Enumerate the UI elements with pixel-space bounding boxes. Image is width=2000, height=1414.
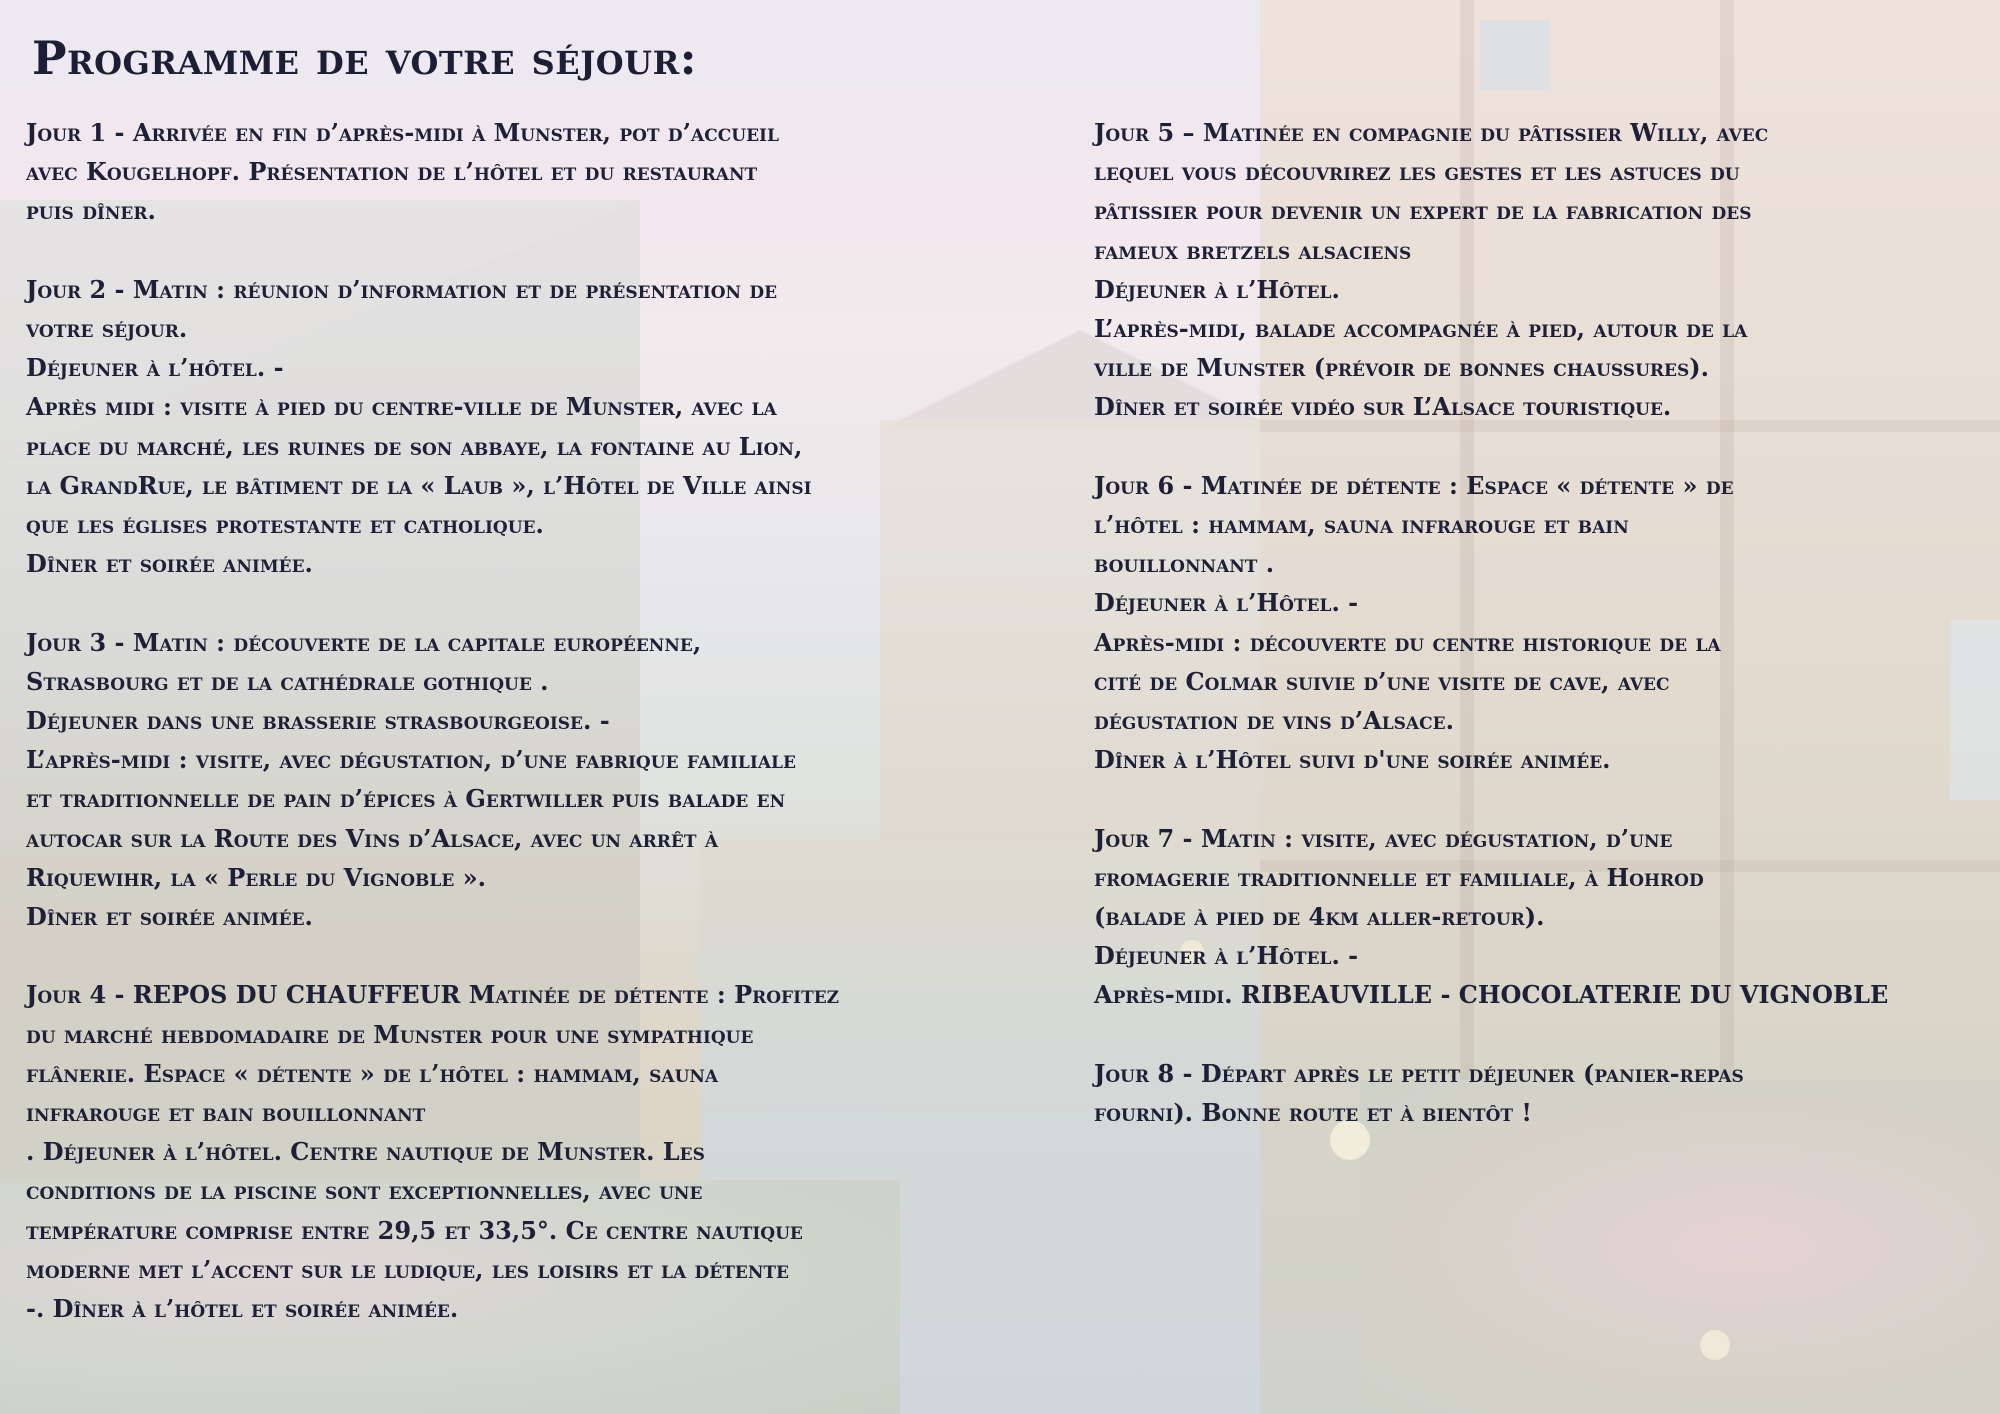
day-4-line-9: -. Dîner à l’hôtel et soirée animée. xyxy=(26,1294,459,1324)
day-1 xyxy=(26,113,1016,231)
day-7-line-4: Déjeuner à l’Hôtel. - xyxy=(1094,941,1359,971)
day-4-line-2: du marché hebdomadaire de Munster pour une sympathique xyxy=(26,1019,754,1049)
day-4-line-4: infrarouge et bain bouillonnant xyxy=(26,1098,426,1128)
day-5-line-6: L’après-midi, balade accompagnée à pied, autour de la xyxy=(1094,314,1748,344)
day-7-line-5: Après-midi. RIBEAUVILLE - CHOCOLATERIE DU VIGNOBLE xyxy=(1094,980,1889,1010)
day-3-line-2: Strasbourg et de la cathédrale gothique . xyxy=(26,666,549,696)
day-8 xyxy=(1094,1054,1974,1132)
day-2-line-6: la GrandRue, le bâtiment de la « Laub », l’Hôtel de Ville ainsi xyxy=(26,470,812,500)
day-4-line-6: conditions de la piscine sont exceptionnelles, avec une xyxy=(26,1176,703,1206)
day-8-line-2: fourni). Bonne route et à bientôt ! xyxy=(1094,1098,1532,1128)
day-2-line-3: Déjeuner à l’hôtel. - xyxy=(26,353,284,383)
day-3-line-1: Jour 3 - Matin : découverte de la capitale européenne, xyxy=(26,627,702,657)
day-2-line-4: Après midi : visite à pied du centre-ville de Munster, avec la xyxy=(26,392,777,422)
day-3-line-5: et traditionnelle de pain d’épices à Gertwiller puis balade en xyxy=(26,784,786,814)
day-3-line-4: L’après-midi : visite, avec dégustation, d’une fabrique familiale xyxy=(26,745,796,775)
day-5-line-7: ville de Munster (prévoir de bonnes chaussures). xyxy=(1094,353,1709,383)
day-2 xyxy=(26,270,1016,584)
page-title: Programme de votre séjour: xyxy=(32,31,698,85)
day-2-line-2: votre séjour. xyxy=(26,314,188,343)
day-5-line-5: Déjeuner à l’Hôtel. xyxy=(1094,274,1340,304)
day-1-line-2: avec Kougelhopf. Présentation de l’hôtel et du restaurant xyxy=(26,157,758,187)
day-6-line-4: Déjeuner à l’Hôtel. - xyxy=(1094,588,1359,618)
day-6-line-3: bouillonnant . xyxy=(1094,549,1275,579)
day-7-line-2: fromagerie traditionnelle et familiale, à Hohrod xyxy=(1094,862,1704,892)
day-6-line-2: l’hôtel : hammam, sauna infrarouge et bain xyxy=(1094,510,1629,540)
day-4-line-3: flânerie. Espace « détente » de l’hôtel : hammam, sauna xyxy=(26,1058,719,1088)
day-3 xyxy=(26,623,1016,937)
day-8-line-1: Jour 8 - Départ après le petit déjeuner (panier-repas xyxy=(1094,1058,1744,1088)
day-5-line-2: lequel vous découvrirez les gestes et les astuces du xyxy=(1094,157,1740,187)
left-column xyxy=(26,113,1016,1367)
day-3-line-7: Riquewihr, la « Perle du Vignoble ». xyxy=(26,862,487,892)
day-4-line-8: moderne met l’accent sur le ludique, les loisirs et la détente xyxy=(26,1254,790,1284)
day-6 xyxy=(1094,466,1974,780)
day-4-line-5: . Déjeuner à l’hôtel. Centre nautique de Munster. Les xyxy=(26,1137,705,1167)
day-4 xyxy=(26,975,1016,1328)
day-1-line-1: Jour 1 - Arrivée en fin d’après-midi à Munster, pot d’accueil xyxy=(26,118,779,147)
day-7-line-1: Jour 7 - Matin : visite, avec dégustation, d’une xyxy=(1094,823,1673,853)
day-2-line-5: place du marché, les ruines de son abbaye, la fontaine au Lion, xyxy=(26,431,803,461)
day-6-line-1: Jour 6 - Matinée de détente : Espace « détente » de xyxy=(1094,470,1734,500)
day-6-line-8: Dîner à l’Hôtel suivi d'une soirée animée. xyxy=(1094,745,1611,775)
day-6-line-5: Après-midi : découverte du centre historique de la xyxy=(1094,627,1721,657)
day-3-line-6: autocar sur la Route des Vins d’Alsace, avec un arrêt à xyxy=(26,823,719,853)
right-column xyxy=(1094,113,1974,1171)
day-4-line-1: Jour 4 - REPOS DU CHAUFFEUR Matinée de détente : Profitez xyxy=(26,980,840,1010)
day-5-line-3: pâtissier pour devenir un expert de la fabrication des xyxy=(1094,196,1752,226)
day-5-line-4: fameux bretzels alsaciens xyxy=(1094,235,1412,265)
day-4-line-7: température comprise entre 29,5 et 33,5°. Ce centre nautique xyxy=(26,1215,803,1245)
day-5 xyxy=(1094,113,1974,427)
day-3-line-3: Déjeuner dans une brasserie strasbourgeoise. - xyxy=(26,706,610,736)
day-7-line-3: (balade à pied de 4km aller-retour). xyxy=(1094,902,1545,932)
day-1-line-3: puis dîner. xyxy=(26,196,156,226)
day-6-line-7: dégustation de vins d’Alsace. xyxy=(1094,706,1454,736)
day-3-line-8: Dîner et soirée animée. xyxy=(26,902,313,932)
day-5-line-8: Dîner et soirée vidéo sur L’Alsace touristique. xyxy=(1094,392,1672,422)
day-5-line-1: Jour 5 – Matinée en compagnie du pâtissier Willy, avec xyxy=(1094,118,1769,147)
day-7 xyxy=(1094,819,1974,1015)
day-2-line-8: Dîner et soirée animée. xyxy=(26,549,313,579)
day-2-line-1: Jour 2 - Matin : réunion d’information et de présentation de xyxy=(26,274,778,304)
day-6-line-6: cité de Colmar suivie d’une visite de cave, avec xyxy=(1094,666,1670,696)
day-2-line-7: que les églises protestante et catholique. xyxy=(26,510,544,540)
